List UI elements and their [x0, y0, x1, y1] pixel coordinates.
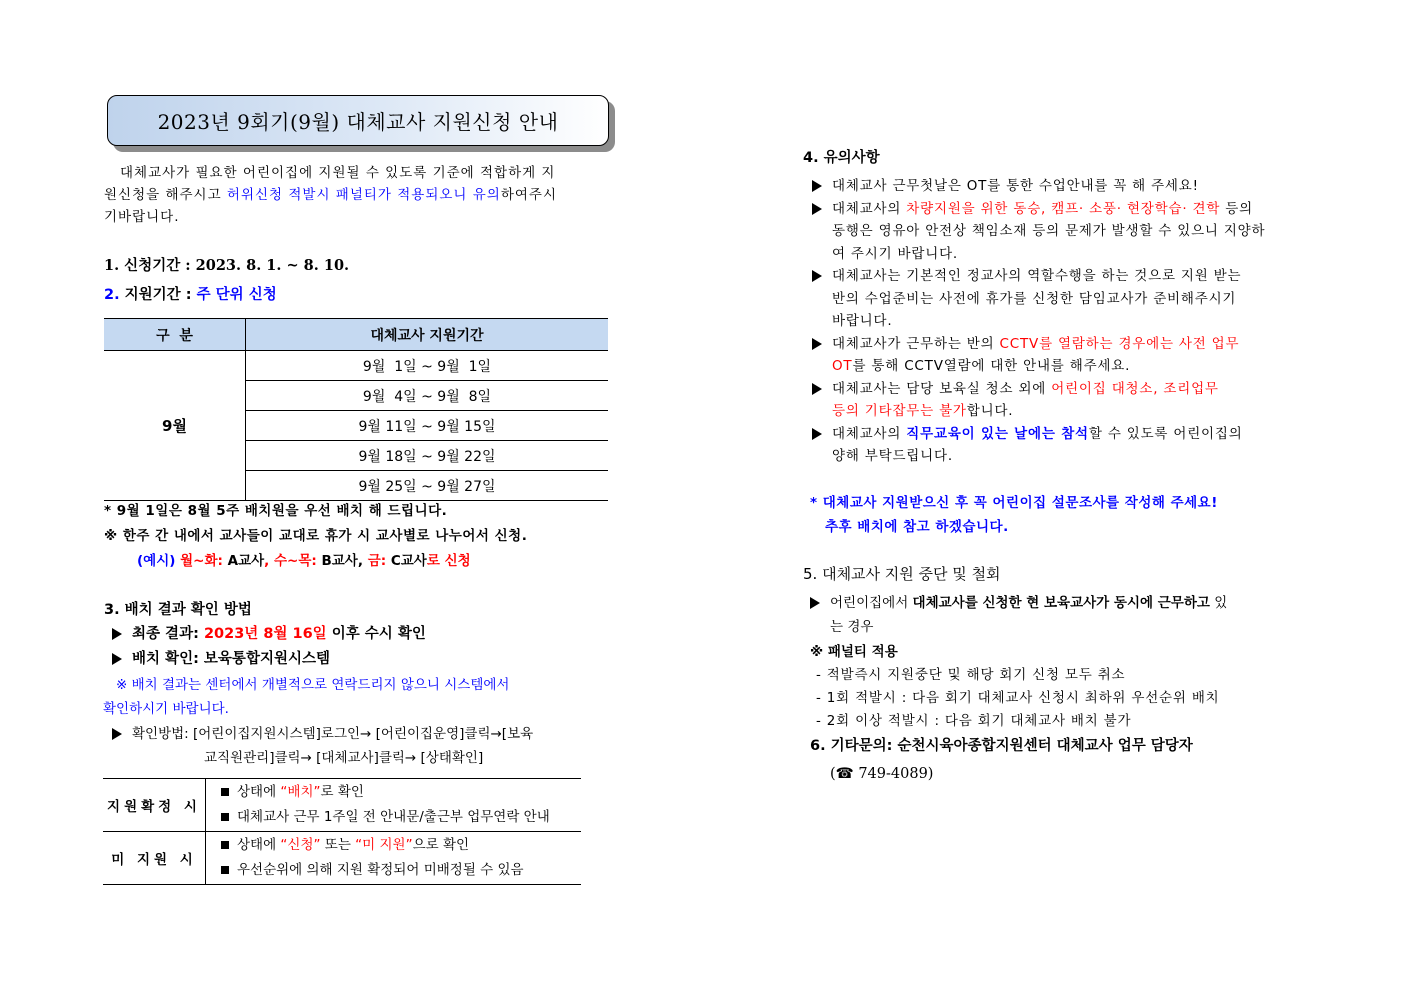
list-item: [812, 175, 1307, 198]
square-bullet-icon: [221, 866, 229, 874]
item-text: 또는: [320, 837, 356, 853]
withdraw-case-line-1: [810, 591, 1310, 615]
cautions-list: [812, 175, 1307, 468]
caution-highlight: 직무교육이 있는 날에는 참석: [906, 425, 1089, 442]
list-item-continued: [812, 400, 1307, 423]
caution-text: 대체교사는 기본적인 정교사의 역할수행을 하는 것으로 지원 받는: [832, 268, 1242, 284]
list-item: [812, 423, 1307, 446]
triangle-bullet-icon: [812, 270, 822, 282]
check-method-line-2: 교직원관리]클릭→ [대체교사]클릭→ [상태확인]: [204, 750, 484, 766]
list-item: [812, 198, 1307, 221]
example-label: (예시): [137, 553, 176, 569]
application-period: 1. 신청기간 : 2023. 8. 1. ~ 8. 10.: [104, 257, 350, 274]
caution-highlight: 차량지원을 위한 동승, 캠프· 소풍· 현장학습· 견학: [906, 200, 1221, 217]
period-cell: 9월 11일 ~ 9월 15일: [246, 411, 609, 441]
contact-heading: 6. 기타문의: 순천시육아종합지원센터 대체교사 업무 담당자: [810, 738, 1193, 754]
square-bullet-icon: [221, 813, 229, 821]
caution-highlight: 등의 기타잡무는 불가: [832, 403, 967, 419]
caution-text: 대체교사의: [832, 200, 907, 217]
intro-paragraph: [104, 162, 609, 228]
item-text: 으로 확인: [412, 837, 470, 853]
notice-line-2: 확인하시기 바랍니다.: [103, 701, 229, 717]
column-header-category: 구 분: [104, 319, 246, 351]
intro-text: 원신청을 해주시고: [104, 187, 227, 203]
intro-line-3: 기바랍니다.: [104, 209, 180, 225]
caution-highlight: CCTV를 열람하는 경우에는 사전 업무: [999, 335, 1240, 352]
triangle-bullet-icon: [812, 203, 822, 215]
triangle-bullet-icon: [812, 180, 822, 192]
survey-line-1: * 대체교사 지원받으신 후 꼭 어린이집 설문조사를 작성해 주세요!: [810, 495, 1218, 511]
triangle-bullet-icon: [112, 653, 122, 665]
final-result-line: [112, 623, 426, 645]
triangle-bullet-icon: [112, 628, 122, 640]
list-item: [812, 378, 1307, 401]
caution-text: 대체교사는 담당 보육실 청소 외에: [832, 380, 1052, 397]
intro-text: 하여주시: [500, 187, 557, 203]
check-method: [112, 722, 533, 770]
row-label-not-supported: 미 지원 시: [103, 832, 206, 885]
list-item-continued: 바랍니다.: [832, 313, 893, 329]
list-item: [812, 265, 1307, 288]
list-item-continued: 여 주시기 바랍니다.: [832, 245, 959, 262]
section-number: 2.: [104, 287, 120, 303]
caution-highlight: 어린이집 대청소, 조리업무: [1051, 380, 1219, 397]
item-text: 상태에: [237, 837, 281, 853]
row-items: [206, 832, 582, 885]
item-status: “배치”: [280, 784, 321, 800]
row-label-confirmed: 지원확정 시: [103, 779, 206, 832]
item-status: “신청”: [280, 837, 321, 853]
page-title: [107, 95, 609, 146]
penalty-item: - 적발즉시 지원중단 및 해당 회기 신청 모두 취소: [816, 667, 1126, 683]
list-item: [207, 780, 580, 805]
case-highlight: 대체교사를 신청한 현 보육교사가 동시에 근무하고: [912, 595, 1210, 611]
triangle-bullet-icon: [810, 597, 820, 609]
final-result-date: 2023년 8월 16일: [203, 626, 327, 642]
example-part: 월~화:: [175, 553, 223, 569]
square-bullet-icon: [221, 788, 229, 796]
column-header-period: 대체교사 지원기간: [246, 319, 609, 351]
check-method-text: 확인방법: [어린이집지원시스템]로그인→ [어린이집운영]클릭→[보육: [132, 726, 534, 742]
page-title-text: 2023년 9회기(9월) 대체교사 지원신청 안내: [157, 110, 559, 134]
example-part: 금:: [367, 553, 387, 569]
final-result-label: 최종 결과:: [132, 626, 204, 642]
withdraw-case: [810, 591, 1310, 639]
contact-phone: (☎ 749-4089): [830, 766, 934, 782]
list-item: [207, 833, 580, 858]
row-items: [206, 779, 582, 832]
example-part: 로 신청: [426, 553, 471, 569]
example-part: , 수~목:: [264, 553, 317, 569]
example-part: A교사: [222, 553, 265, 569]
item-text: 우선순위에 의해 지원 확정되어 미배정될 수 있음: [237, 862, 524, 878]
caution-highlight: OT: [832, 358, 853, 374]
item-status: “미 지원”: [355, 837, 413, 853]
caution-text: 대체교사의: [832, 425, 907, 442]
penalty-list: [816, 664, 1220, 733]
section3-heading: 3. 배치 결과 확인 방법: [104, 602, 252, 618]
caution-text: 합니다.: [966, 403, 1014, 419]
support-period: [104, 284, 277, 306]
list-item-continued: [812, 355, 1307, 378]
penalty-item: - 2회 이상 적발시 : 다음 회기 대체교사 배치 불가: [816, 713, 1132, 729]
list-item: [207, 805, 580, 830]
item-text: 로 확인: [320, 784, 364, 800]
caution-text: 대체교사 근무첫날은 OT를 통한 수업안내를 꼭 해 주세요!: [832, 178, 1199, 194]
survey-line-2: 추후 배치에 참고 하겠습니다.: [825, 519, 1009, 535]
period-cell: 9월 1일 ~ 9월 1일: [246, 351, 609, 381]
confirm-system-line: [112, 648, 330, 670]
triangle-bullet-icon: [812, 428, 822, 440]
example-part: B교사,: [316, 553, 368, 569]
list-item: [812, 333, 1307, 356]
item-text: 대체교사 근무 1주일 전 안내문/출근부 업무연락 안내: [237, 809, 550, 825]
section5-heading: 5. 대체교사 지원 중단 및 철회: [803, 565, 1001, 583]
notice-line-1: ※ 배치 결과는 센터에서 개별적으로 연락드리지 않으니 시스템에서: [116, 677, 510, 693]
square-bullet-icon: [221, 841, 229, 849]
intro-line-1: 대체교사가 필요한 어린이집에 지원될 수 있도록 기준에 적합하게 지: [120, 165, 556, 181]
caution-text: 할 수 있도록 어린이집의: [1088, 425, 1243, 442]
case-text: 어린이집에서: [830, 595, 913, 611]
section-label: 지원기간 :: [119, 287, 197, 303]
table-header-row: [104, 319, 608, 351]
example-line: [137, 550, 471, 572]
triangle-bullet-icon: [812, 383, 822, 395]
result-table: [103, 778, 581, 885]
confirm-system-text: 배치 확인: 보육통합지원시스템: [132, 651, 330, 667]
intro-line-2: [104, 184, 609, 206]
list-item-continued: 동행은 영유아 안전상 책임소재 등의 문제가 발생할 수 있으니 지양하: [832, 223, 1266, 239]
list-item: [207, 858, 580, 883]
section-value: 주 단위 신청: [196, 287, 277, 303]
section4-heading: 4. 유의사항: [803, 150, 880, 166]
intro-warning: 허위신청 적발시 패널티가 적용되오니 유의: [226, 187, 501, 203]
schedule-table: [104, 318, 608, 501]
triangle-bullet-icon: [112, 728, 122, 740]
caution-text: 를 통해 CCTV열람에 대한 안내를 해주세요.: [852, 358, 1131, 374]
item-text: 상태에: [237, 784, 281, 800]
check-method-line-1: [112, 722, 533, 746]
caution-text: 등의: [1220, 200, 1253, 217]
case-text: 있: [1209, 595, 1228, 611]
example-part: C교사: [386, 553, 427, 569]
month-cell: 9월: [104, 351, 246, 501]
triangle-bullet-icon: [812, 338, 822, 350]
table-row: [104, 351, 608, 381]
note-split-teachers: ※ 한주 간 내에서 교사들이 교대로 휴가 시 교사별로 나누어서 신청.: [104, 528, 528, 544]
table-row: [103, 779, 581, 832]
list-item-continued: 양해 부탁드립니다.: [832, 448, 953, 464]
penalty-item: - 1회 적발시 : 다음 회기 대체교사 신청시 최하위 우선순위 배치: [816, 690, 1220, 706]
caution-text: 대체교사가 근무하는 반의: [832, 335, 1000, 352]
table-row: [103, 832, 581, 885]
period-cell: 9월 18일 ~ 9월 22일: [246, 441, 609, 471]
final-result-suffix: 이후 수시 확인: [326, 626, 426, 642]
period-cell: 9월 25일 ~ 9월 27일: [246, 471, 609, 501]
period-cell: 9월 4일 ~ 9월 8일: [246, 381, 609, 411]
penalty-heading: ※ 패널티 적용: [810, 644, 898, 660]
note-aug-week5: * 9월 1일은 8월 5주 배치원을 우선 배치 해 드립니다.: [104, 503, 448, 519]
survey-notice: [810, 491, 1218, 539]
list-item-continued: 반의 수업준비는 사전에 휴가를 신청한 담임교사가 준비해주시기: [832, 290, 1237, 307]
withdraw-case-line-2: 는 경우: [830, 619, 874, 635]
